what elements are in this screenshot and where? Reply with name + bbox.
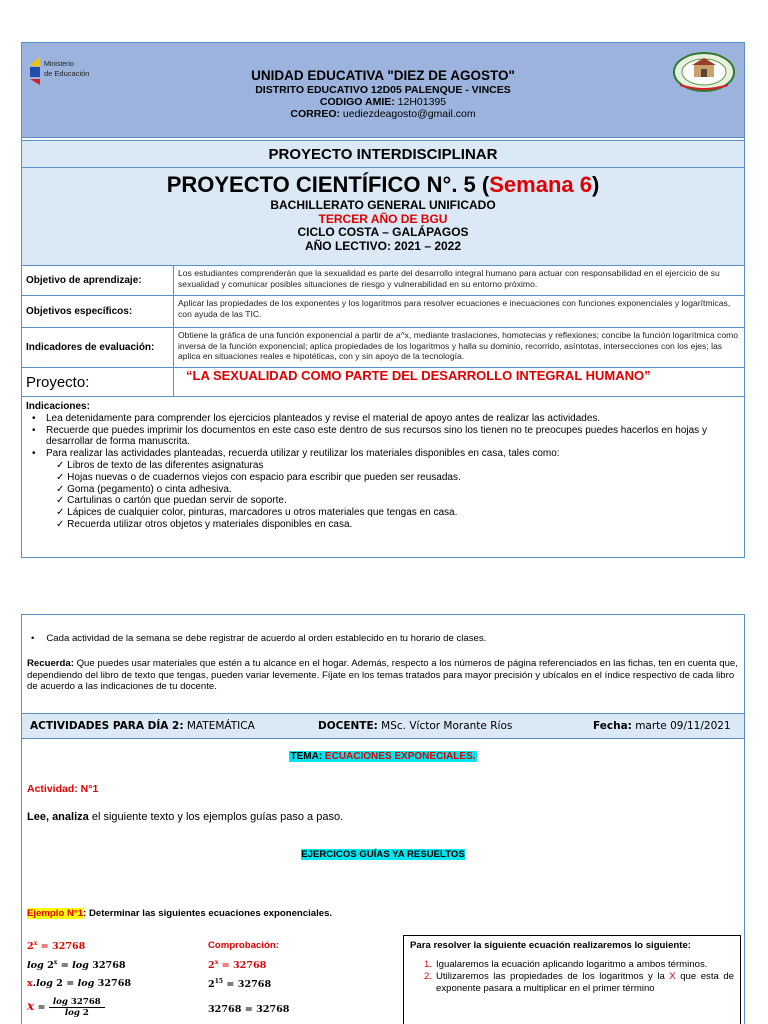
solved-examples-heading: EJERCICOS GUÍAS YA RESUELTOS [301,849,465,860]
grade-line: TERCER AÑO DE BGU [318,211,448,226]
indicaciones-list [26,413,740,460]
svg-text:de Educación: de Educación [44,69,90,78]
example-title: Ejemplo N°1: Determinar las siguientes ecuaciones exponenciales. [27,908,333,919]
indicaciones-heading: Indicaciones: [26,401,90,412]
objetivo-label: Objetivo de aprendizaje: [22,266,174,295]
proyecto-row [22,368,744,397]
indicadores-row [22,328,744,368]
comprobacion-label: Comprobación: [208,940,279,951]
list-item: 2. Utilizaremos las propiedades de los logaritmos y la X que esta de exponente pasara a multiplicar en el primer término [424,971,735,994]
program-line: BACHILLERATO GENERAL UNIFICADO [270,198,496,212]
especificos-row [22,296,744,328]
indicaciones-section [22,397,744,557]
activity-day: ACTIVIDADES PARA DÍA 2: MATEMÁTICA [30,720,255,732]
materials-list [26,460,740,531]
ministerio-logo [26,53,102,87]
list-item: • Para realizar las actividades planteadas, recuerda utilizar y reutilizar los materiales disponibles en casa, tales como: [32,448,560,460]
indicadores-label: Indicadores de evaluación: [22,328,174,367]
equation-step-1: $2^x = 32768$ [27,940,86,953]
date: Fecha: marte 09/11/2021 [593,720,731,732]
list-item: • Lea detenidamente para comprender los ejercicios planteados y revise el material de apoyo antes de realizar las actividades. [32,412,601,424]
proyecto-text: “LA SEXUALIDAD COMO PARTE DEL DESARROLLO INTEGRAL HUMANO” [186,368,651,383]
svg-text:Ministerio: Ministerio [44,61,74,68]
cycle-line: CICLO COSTA – GALÁPAGOS [297,225,469,239]
list-item: ✓ Goma (pegamento) o cinta adhesiva. [56,483,232,495]
check-step-2: $2^{15} = 32768$ [208,978,272,991]
proyecto-label: Proyecto: [22,368,174,396]
especificos-label: Objetivos específicos: [22,296,174,327]
teacher: DOCENTE: MSc. Víctor Morante Ríos [318,720,513,732]
procedure-steps [410,959,734,995]
project-title-block [22,168,744,266]
indicadores-text: Obtiene la gráfica de una función exponencial a partir de a^x, mediante traslaciones, homotecias y reflexiones; concibe la función logarítmica como inversa de la función exponencial; aplica propiedades de los logaritmos y halla su dominio, recorrido, asíntotas, intersecciones con los ejes; las aplica en situaciones reales e hipotéticas, con y sin apoyo de la tecnología. [178,330,739,361]
project-type-bar: PROYECTO INTERDISCIPLINAR [22,141,744,168]
school-header [22,43,744,138]
project-sheet [21,42,745,558]
project-title: PROYECTO CIENTÍFICO N°. 5 (Semana 6) [166,172,600,197]
equation-step-4: x = $\frac{\log 32768}{\log 2}$ [27,997,105,1018]
amie-line: CODIGO AMIE: 12H01395 [319,96,447,108]
procedure-box [403,935,741,1024]
check-step-1: $2^x = 32768$ [208,959,267,972]
list-item: ✓ Lápices de cualquier color, pinturas, marcadores u otros materiales que tengas en casa. [56,507,458,519]
especificos-text: Aplicar las propiedades de los exponentes y los logaritmos para resolver ecuaciones e inecuaciones con funciones exponenciales y logarítmicas, con ayuda de las TIC. [178,298,731,319]
list-item: • Recuerde que puedes imprimir los documentos en este caso este dentro de sus recursos sino los tienen no te preocupes puedes hacerlos en hojas y desarrollar de forma manuscrita. [32,424,707,448]
check-step-3: 32768 = 32768 [208,1004,290,1015]
recuerda-paragraph: Recuerda: Que puedes usar materiales que estén a tu alcance en el hogar. Además, respecto a los números de página referenciados en las fichas, ten en cuenta que, dependiendo del libro de texto que tengas, pueden variar levemente. Fíjate en los temas tratados para mayor precisión y ubícalos en el índice respectivo de cada libro de acuerdo a las indicaciones de tu docente. [27,658,738,692]
activity-sheet [21,614,745,1024]
email-line: CORREO: uediezdeagosto@gmail.com [290,108,476,120]
list-item: ✓ Recuerda utilizar otros objetos y materiales disponibles en casa. [56,518,353,530]
procedure-title: Para resolver la siguiente ecuación realizaremos lo siguiente: [410,940,691,951]
objetivo-text: Los estudiantes comprenderán que la sexualidad es parte del desarrollo integral humano para actuar con responsabilidad en el ejercicio de su sexualidad y comunicar posibles situaciones de riesgo y vulnerabilidad en su entorno próximo. [178,268,720,289]
school-year-line: AÑO LECTIVO: 2021 – 2022 [304,238,462,253]
equation-step-3: x.log 2 = log 32768 [27,978,132,989]
list-item: 1. Igualaremos la ecuación aplicando logaritmo a ambos términos. [424,959,708,970]
instructions-line: Lee, analiza el siguiente texto y los ejemplos guías paso a paso. [27,811,344,823]
list-item: ✓ Cartulinas o cartón que puedan servir de soporte. [56,495,287,507]
school-crest-logo [672,51,736,93]
list-item: ✓ Libros de texto de las diferentes asignaturas [56,459,264,471]
activity-number: Actividad: N°1 [27,783,99,795]
list-item: ✓ Hojas nuevas o de cuadernos viejos con espacio para escribir que pueden ser reusadas. [56,471,461,483]
activity-info-bar [22,713,744,739]
topic-heading: TEMA: ECUACIONES EXPONECIALES. [290,751,476,762]
school-name: UNIDAD EDUCATIVA "DIEZ DE AGOSTO" [251,68,515,83]
district-name: DISTRITO EDUCATIVO 12D05 PALENQUE - VINCES [255,84,511,96]
equation-step-2: $\log 2^x = \log 32768$ [27,959,126,972]
objetivo-row [22,266,744,296]
schedule-note: • Cada actividad de la semana se debe registrar de acuerdo al orden establecido en tu horario de clases. [31,633,487,644]
